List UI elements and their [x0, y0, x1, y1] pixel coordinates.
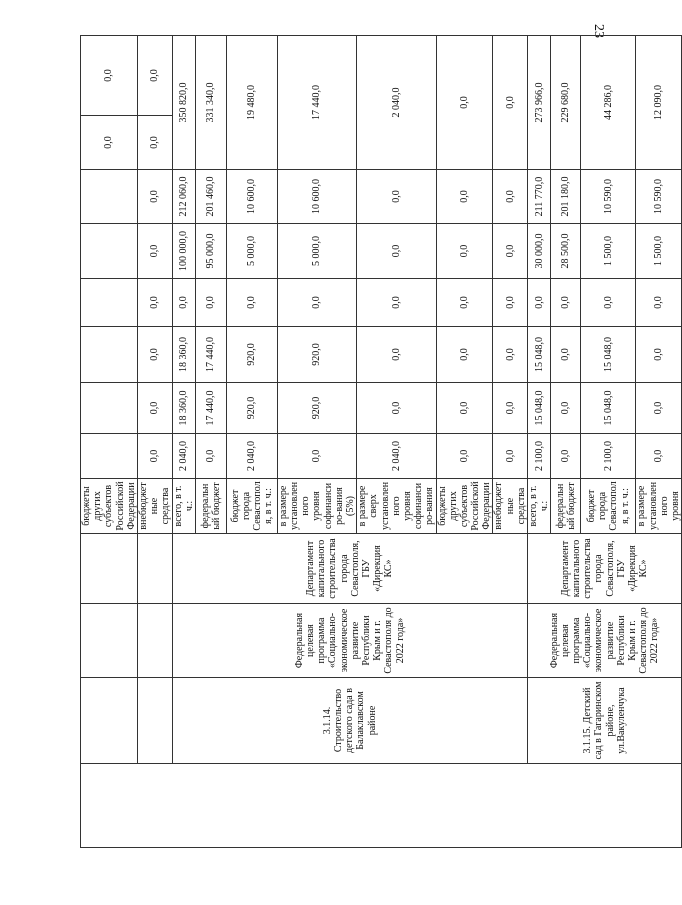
value-cell: 15 048,0 [528, 327, 551, 383]
value-cell: 920,0 [226, 383, 277, 434]
value-cell [81, 224, 138, 279]
funding-source-label: бюджеты других субъектов Российской Федерации [81, 479, 138, 534]
value-cell: 0,0 [137, 170, 172, 224]
value-cell: 211 770,0 [528, 170, 551, 224]
value-cell: 2 040,0 [357, 36, 436, 170]
value-cell [81, 279, 138, 327]
empty-cell [137, 604, 172, 678]
value-cell: 28 500,0 [551, 224, 581, 279]
value-cell: 0,0 [493, 383, 528, 434]
executor-name: Департамент капитального строительства города Севастополя, ГБУ «Дирекция КС» [528, 534, 682, 604]
value-cell: 0,0 [357, 327, 436, 383]
value-cell: 18 360,0 [172, 327, 195, 383]
value-cell: 10 600,0 [277, 170, 356, 224]
value-cell: 5 000,0 [226, 224, 277, 279]
value-cell [81, 383, 138, 434]
value-cell: 0,0 [277, 279, 356, 327]
value-cell: 1 500,0 [636, 224, 682, 279]
funding-source-label: всего, в т. ч.: [172, 479, 195, 534]
value-cell: 44 286,0 [581, 36, 636, 170]
empty-cell [137, 678, 172, 764]
funding-source-label: внебюджетные средства [137, 479, 172, 534]
value-cell: 0,0 [551, 279, 581, 327]
value-cell: 0,0 [528, 279, 551, 327]
value-cell: 5 000,0 [277, 224, 356, 279]
value-cell: 201 460,0 [195, 170, 226, 224]
value-cell: 0,0 [636, 327, 682, 383]
value-cell: 0,0 [493, 224, 528, 279]
empty-cell [81, 678, 138, 764]
section-name: 3.1.14. Строительство детского сада в Балаклавском районе [172, 678, 528, 764]
value-cell: 0,0 [137, 327, 172, 383]
value-cell: 0,0 [436, 383, 493, 434]
value-cell: 0,0 [195, 279, 226, 327]
program-name: Федеральная целевая программа «Социально-экономическое развитие Республики Крым и г. Севастополя до 2022 года» [528, 604, 682, 678]
value-cell: 0,0 [436, 327, 493, 383]
funding-source-label: бюджеты других субъектов Российской Федерации [436, 479, 493, 534]
funding-source-label: федеральный бюджет [195, 479, 226, 534]
value-cell: 2 100,0 [581, 434, 636, 479]
funding-table [80, 35, 682, 848]
page-number: 23 [591, 24, 606, 38]
value-cell: 0,0 [551, 434, 581, 479]
value-cell: 331 340,0 [195, 36, 226, 170]
value-cell: 100 000,0 [172, 224, 195, 279]
value-cell: 0,0 [436, 224, 493, 279]
value-cell: 0,0 [81, 36, 138, 116]
value-cell: 10 590,0 [636, 170, 682, 224]
empty-cell [137, 534, 172, 604]
value-cell: 0,0 [636, 434, 682, 479]
value-cell: 0,0 [436, 36, 493, 170]
value-cell: 0,0 [357, 224, 436, 279]
funding-source-label: всего, в т. ч.: [528, 479, 551, 534]
value-cell: 2 040,0 [357, 434, 436, 479]
value-cell: 17 440,0 [277, 36, 356, 170]
value-cell [81, 327, 138, 383]
value-cell: 0,0 [493, 279, 528, 327]
value-cell: 0,0 [195, 434, 226, 479]
funding-source-label: федеральный бюджет [551, 479, 581, 534]
table-row [528, 36, 551, 848]
value-cell: 10 590,0 [581, 170, 636, 224]
empty-cell [81, 534, 138, 604]
value-cell: 15 048,0 [581, 383, 636, 434]
value-cell: 18 360,0 [172, 383, 195, 434]
value-cell: 1 500,0 [581, 224, 636, 279]
value-cell: 0,0 [581, 279, 636, 327]
value-cell: 0,0 [493, 170, 528, 224]
value-cell: 0,0 [436, 279, 493, 327]
value-cell: 0,0 [81, 116, 138, 170]
table-row [81, 36, 138, 848]
value-cell: 2 040,0 [172, 434, 195, 479]
value-cell: 0,0 [137, 279, 172, 327]
value-cell: 920,0 [277, 383, 356, 434]
value-cell: 0,0 [357, 170, 436, 224]
value-cell: 0,0 [357, 279, 436, 327]
value-cell: 0,0 [137, 116, 172, 170]
funding-source-label: внебюджетные средства [493, 479, 528, 534]
value-cell: 19 480,0 [226, 36, 277, 170]
value-cell: 212 060,0 [172, 170, 195, 224]
value-cell: 273 966,0 [528, 36, 551, 170]
value-cell: 15 048,0 [581, 327, 636, 383]
value-cell: 17 440,0 [195, 383, 226, 434]
rotated-table-wrapper [80, 36, 681, 848]
value-cell: 0,0 [172, 279, 195, 327]
value-cell: 201 180,0 [551, 170, 581, 224]
value-cell: 0,0 [137, 224, 172, 279]
value-cell: 0,0 [493, 327, 528, 383]
empty-cell [81, 764, 682, 848]
value-cell: 229 680,0 [551, 36, 581, 170]
value-cell: 0,0 [226, 279, 277, 327]
value-cell: 0,0 [493, 36, 528, 170]
value-cell: 10 600,0 [226, 170, 277, 224]
value-cell [81, 434, 138, 479]
value-cell: 15 048,0 [528, 383, 551, 434]
value-cell: 0,0 [636, 383, 682, 434]
value-cell: 0,0 [493, 434, 528, 479]
value-cell: 0,0 [137, 383, 172, 434]
funding-source-label: бюджет города Севастополя, в т. ч.: [226, 479, 277, 534]
funding-source-label: в размере установленного уровня [636, 479, 682, 534]
executor-name: Департамент капитального строительства города Севастополя, ГБУ «Дирекция КС» [172, 534, 528, 604]
value-cell [81, 170, 138, 224]
value-cell: 12 090,0 [636, 36, 682, 170]
value-cell: 0,0 [436, 434, 493, 479]
value-cell: 2 100,0 [528, 434, 551, 479]
table-row [137, 36, 172, 848]
value-cell: 17 440,0 [195, 327, 226, 383]
table-row [172, 36, 195, 848]
value-cell: 350 820,0 [172, 36, 195, 170]
value-cell: 0,0 [551, 383, 581, 434]
value-cell: 0,0 [436, 170, 493, 224]
value-cell: 2 040,0 [226, 434, 277, 479]
funding-source-label: в размере установленного уровня софинансиро-вания (5%) [277, 479, 356, 534]
value-cell: 95 000,0 [195, 224, 226, 279]
funding-source-label: в размере сверх установленного уровня софинансиро-вания [357, 479, 436, 534]
value-cell: 920,0 [226, 327, 277, 383]
value-cell: 0,0 [636, 279, 682, 327]
value-cell: 0,0 [357, 383, 436, 434]
value-cell: 0,0 [137, 36, 172, 116]
section-name: 3.1.15. Детский сад в Гагаринском районе, ул.Вакуленчука [528, 678, 682, 764]
value-cell: 920,0 [277, 327, 356, 383]
value-cell: 0,0 [137, 434, 172, 479]
value-cell: 0,0 [277, 434, 356, 479]
empty-cell [81, 604, 138, 678]
funding-source-label: бюджет города Севастополя, в т. ч.: [581, 479, 636, 534]
program-name: Федеральная целевая программа «Социально-экономическое развитие Республики Крым и г. Севастополя до 2022 года» [172, 604, 528, 678]
value-cell: 30 000,0 [528, 224, 551, 279]
value-cell: 0,0 [551, 327, 581, 383]
